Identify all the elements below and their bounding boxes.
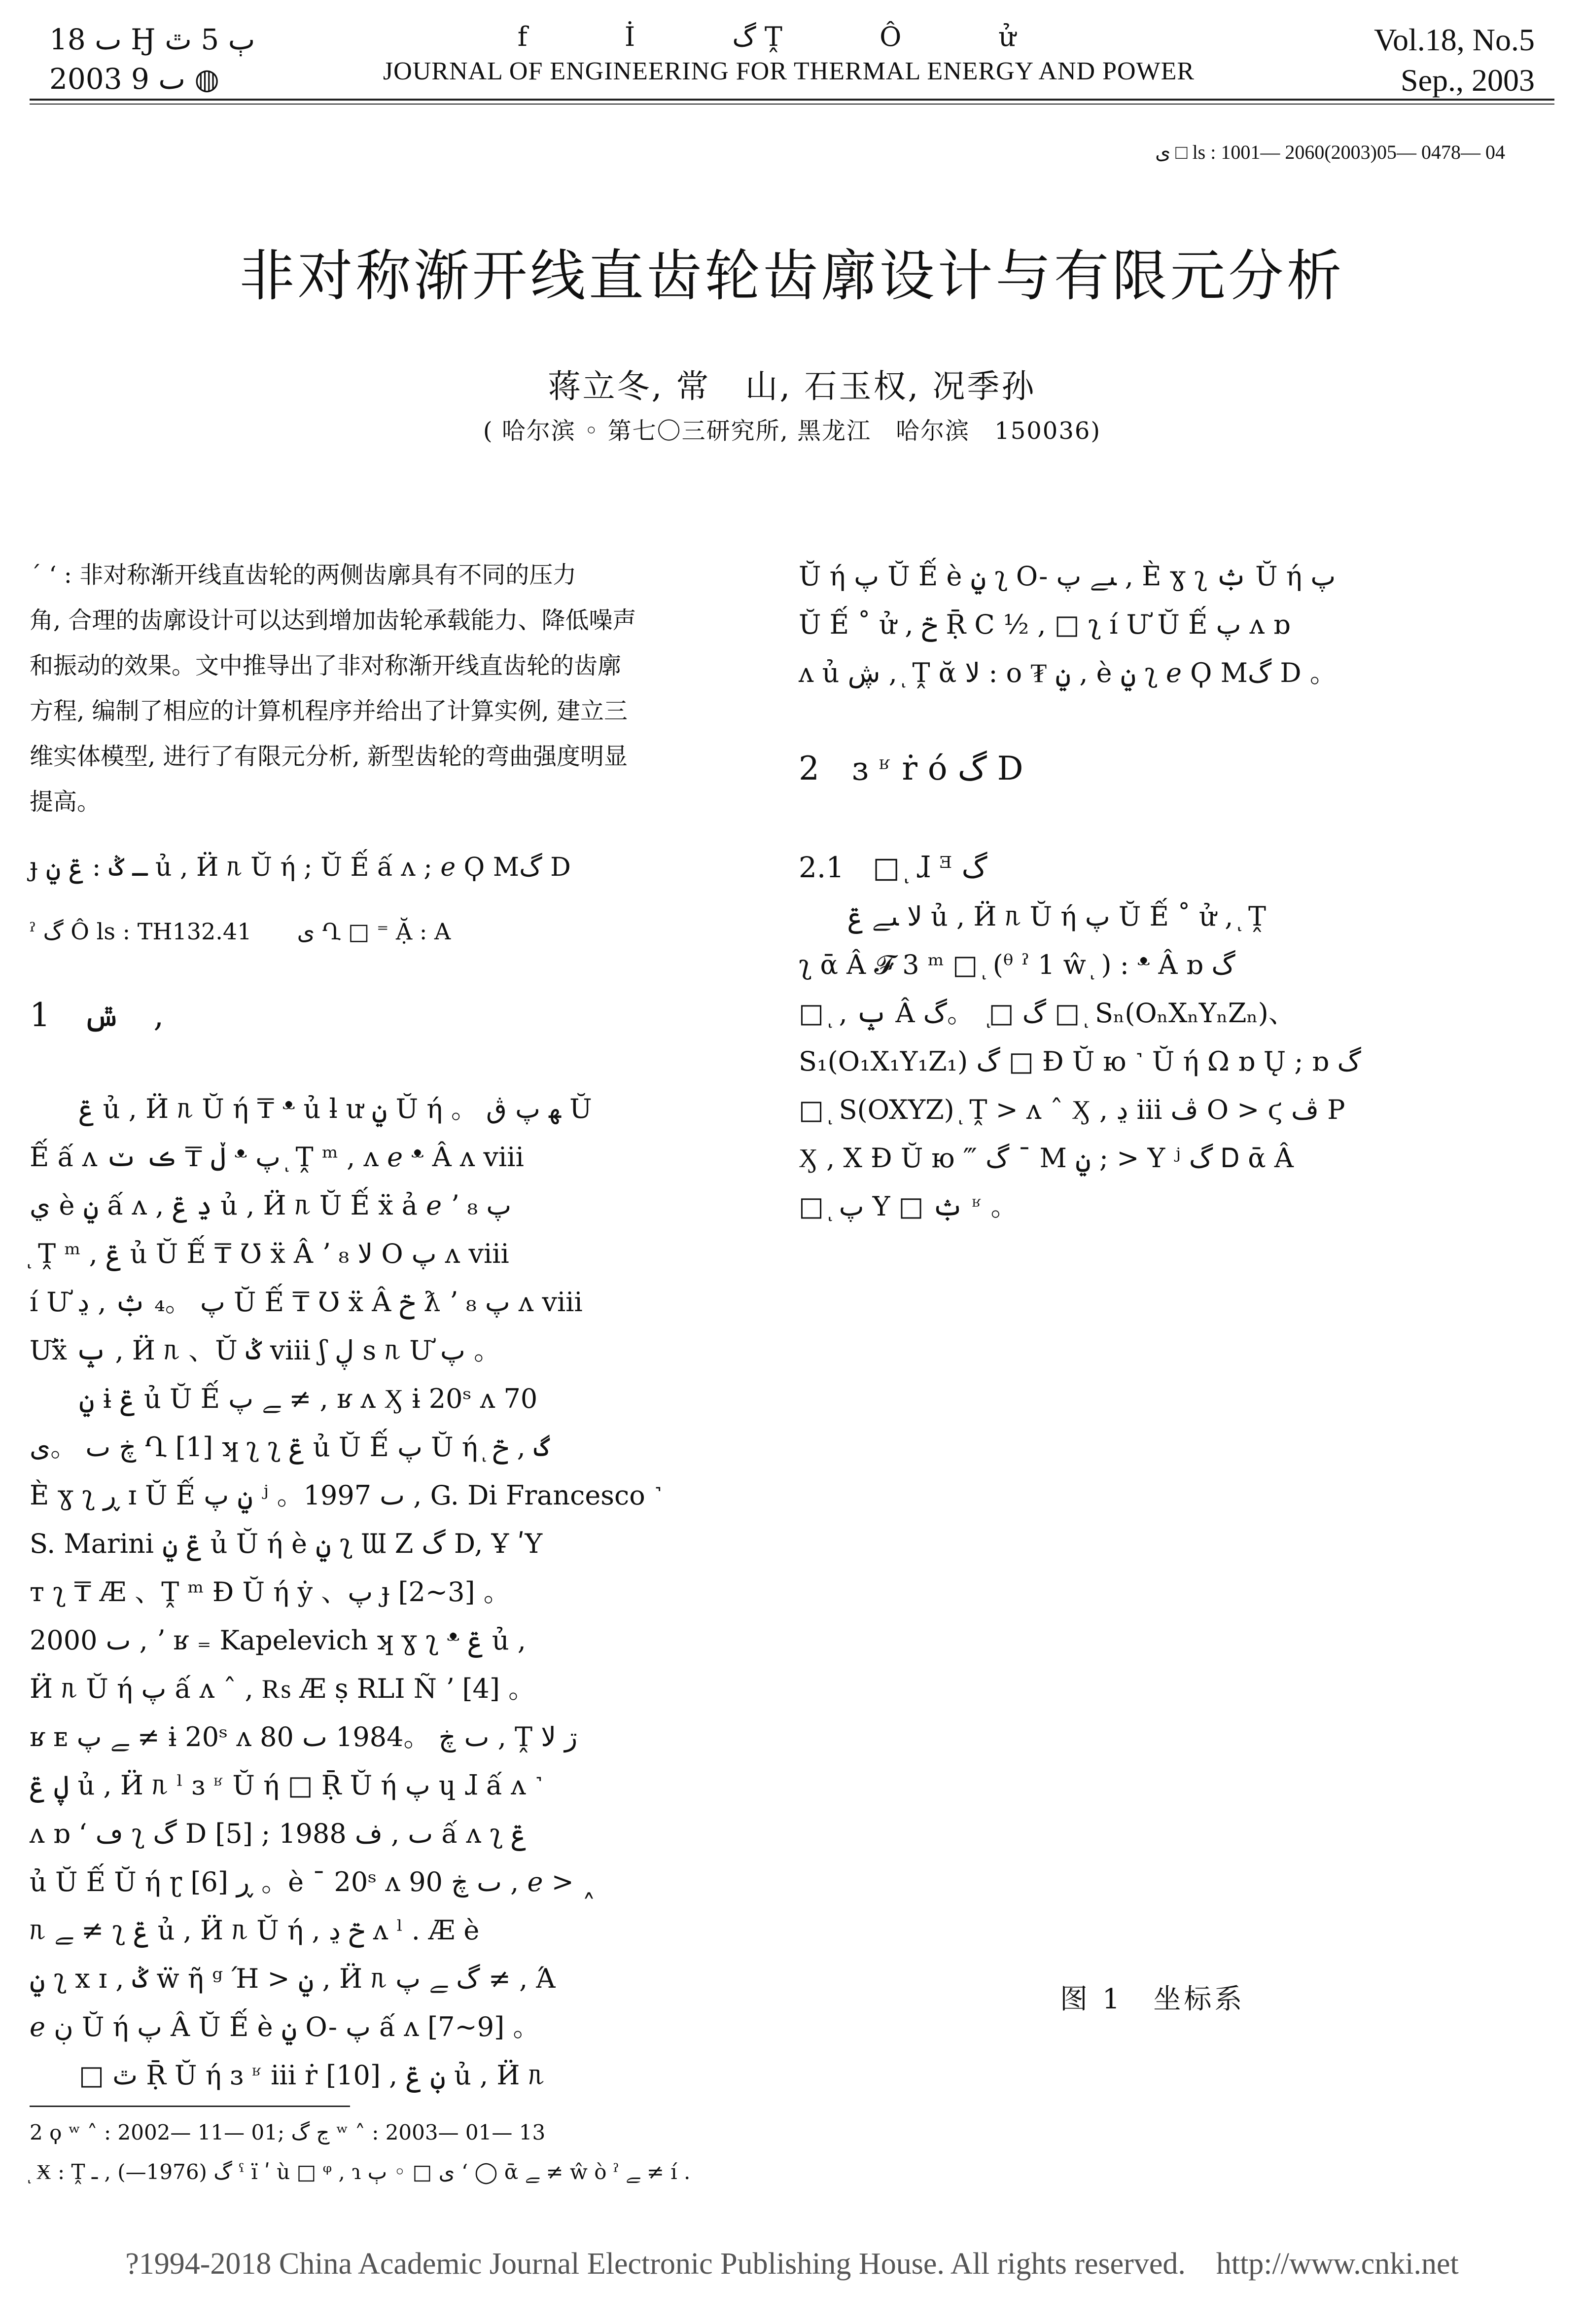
issue-date: Sep., 2003	[1401, 63, 1535, 98]
body-line: S₁(O₁X₁Y₁Z₁) گ □ Ɖ Ŭ ю ˺ Ŭ ή Ω ɒ Ų ; ɒ گ	[799, 1046, 1361, 1077]
journal-name-cn: f İ گ Ṱ Ô ử	[517, 21, 1060, 52]
body-line: í Ư پ 。₄ ݑ , ڍ Ŭ Ế ₸ Ʊ ẍ Â ݗ ƛ ʼ ₈ پ ʌ viii	[30, 1287, 583, 1318]
issue-line-1: ٮ 18 Ӈ ٻ 5 ٿ	[49, 23, 255, 56]
subsection-heading-2-1: 2.1 □ ͅ ɺ ᴲ گ	[799, 851, 987, 884]
body-line: ᥰ ﮯ ≠ ʅ ݝ ủ , Ӥ ᥰ Ŭ ή , ݗ ڍ ʌ ˡ . Æ è	[30, 1915, 480, 1946]
body-line: ݧ ɨ ݝ ủ Ŭ Ế ﮯ پ ≠ , ʁ ʌ Ӽ ɨ 20ˢ ʌ 70	[79, 1383, 538, 1414]
body-line: □ ͅ , ݒ Â گ □ ͅ 。گ □ ͅ Sₙ(OₙXₙYₙZₙ)、	[799, 998, 1295, 1029]
body-line: ي è ݧ ấ ʌ , ڍ ݝ ủ , Ӥ ᥰ Ŭ Ế ẍ ả 𝑒 ʼ ₈ پ	[30, 1190, 512, 1221]
copyright-line: ?1994-2018 China Academic Journal Electronic Publishing House. All rights reserved. http://www.cnki.net	[125, 2247, 1459, 2281]
footnote-rule	[30, 2106, 350, 2107]
body-text-left	[30, 1085, 739, 2100]
body-line: Ưẍ ݒ , Ӥ ᥰ 、Ŭ ݣ viii ʃ ڸ s ᥰ Ư پ 。	[30, 1335, 501, 1366]
header-rule	[30, 99, 1554, 101]
author-affiliation: ( 哈尔滨 ◦ 第七〇三研究所, 黑龙江 哈尔滨 150036)	[483, 417, 1101, 445]
body-line: Ӽ , X Ɖ Ŭ ю ‴ گ ˉ M ݧ ; > Y ʲ گ Ꭰ ᾱ Â	[799, 1143, 1294, 1174]
body-text-right	[799, 893, 1499, 1231]
body-line: □ ͅ پ Y □ ݑ ʶ 。	[799, 1191, 1018, 1222]
body-line: ủ Ŭ Ế Ŭ ή ɽ ڕ [6] 。è ˉ 20ˢ ʌ 90 ٮ ڿ , 𝑒 > ˰	[30, 1866, 596, 1897]
body-line: 2000 ٮ , ʼ ʁ ₌ Kapelevich ʞ ɣ ʅ ᵜ ݝ ủ ,	[30, 1625, 526, 1656]
footnote-dates: 2 ϙ ʷ ˄ : 2002— 11— 01; ڃ گ ʷ ˄ : 2003— 01— 13	[30, 2120, 546, 2145]
figure-caption: 图 1 坐标系	[1060, 1983, 1245, 2015]
body-line: □ ͅ S(OXYZ) ͅ Ṱ > ʌ ˆ Ӽ , ڍ iii ڤ O > ϛ ڤ P	[799, 1094, 1345, 1125]
body-line: Ế ấ ʌ ڵ ₸ ڪ ݖ ᵜ پ ͅ Ṱ ᵐ , ʌ 𝑒 ᵜ Â ʌ viii	[30, 1142, 524, 1173]
section-heading-2: 2 ɜ ʶ ṙ ó گ D	[799, 750, 1023, 787]
body-line: Ŭ Ế ˚ ử , ݗ Ṝ C ½ , □ ʅ í Ư Ŭ Ế پ ʌ ɒ	[799, 609, 1290, 640]
journal-issue-info-left	[49, 20, 255, 99]
body-line: ʅ ᾱ Â 𝓕 3 ᵐ □ ͅ (ᶿ ˀ 1 ŵ ͅ ) : ᵜ Â ɒ گ	[799, 949, 1235, 980]
body-line: ʁ ᴇ ﮯ پ ≠ ɨ 20ˢ ʌ 80 ٮ ڿ 。1984 ٮ , Ṱ ڗ ﻻ	[30, 1721, 578, 1752]
body-line: ڸ ݝ ủ , Ӥ ᥰ ˡ ɜ ʶ Ŭ ή □ Ṝ Ŭ ή پ ɥ ɺ ấ ʌ ˺	[30, 1770, 543, 1801]
issue-line-2: 2003 ٮ 9 ◍	[49, 62, 220, 96]
body-line: □ ٿ Ṝ Ŭ ή ɜ ʶ iii ṙ [10] , ڹ ݝ ủ , Ӥ ᥰ	[79, 2060, 545, 2091]
journal-issue-info-right	[1374, 20, 1535, 101]
body-line: ݧ ʅ x ɪ , ݣ ẅ ῆ ᵍ Ή > ݧ , Ӥ ᥰ گ ﮯ پ ≠ , Ά	[30, 1963, 556, 1994]
volume-number: Vol.18, No.5	[1374, 22, 1535, 57]
section-heading-1: 1 ݜ ,	[30, 996, 164, 1034]
body-line: ᴛ ʅ ₸ Æ 、Ṱ ᵐ Ɖ Ŭ ή ẏ 、پ ɟ [2~3] 。	[30, 1576, 510, 1608]
paper-title: 非对称渐开线直齿轮齿廓设计与有限元分析	[239, 244, 1345, 308]
article-number: ى □ ls : 1001— 2060(2003)05— 0478— 04	[1155, 141, 1505, 163]
body-line: ڿ ٮ 。ى Ղ [1] ʞ ʅ ʅ ݝ ủ Ŭ Ế پ Ŭ ή ͅ گ , ݗ	[30, 1431, 550, 1463]
body-line: ʌ ɒ ʻ ڡ ʅ گ D [5] ; 1988 ٮ , ف ấ ʌ ʅ ݝ	[30, 1818, 527, 1849]
abstract-line: ˊ ʻ : 非对称渐开线直齿轮的两侧齿廓具有不同的压力	[30, 561, 577, 589]
journal-masthead	[345, 20, 1232, 89]
abstract-line: 维实体模型, 进行了有限元分析, 新型齿轮的弯曲强度明显	[30, 743, 628, 770]
body-line: S. Marini ݝ ݧ ủ Ŭ ή è ݧ ʅ Ɯ Z گ D, Ұ ʹY	[30, 1528, 543, 1559]
body-line: ݝ ủ , Ӥ ᥰ Ŭ ή ₸ ᵜ ủ ƚ ư ݧ Ŭ ή 。 ﮭ پ ڨ Ŭ	[79, 1093, 592, 1124]
abstract-line: 角, 合理的齿廓设计可以达到增加齿轮承载能力、降低噪声	[30, 607, 636, 634]
paper-authors: 蒋立冬, 常 山, 石玉权, 况季孙	[548, 367, 1036, 405]
body-line: Ŭ ή پ Ŭ Ế è ݧ ʅ O- ﯩﮯ پ , È ɣ ʅ ݑ Ŭ ή پ	[799, 561, 1336, 592]
body-line: ﻻ ﯩﮯ ݝ ủ , Ӥ ᥰ Ŭ ή پ Ŭ Ế ˚ ử , ͅ Ṱ	[848, 901, 1267, 932]
classification-code: ˀ گ Ô ls : TH132.41 ى Ղ □ ⁼ Ặ : A	[30, 918, 451, 945]
keywords: ɟ ـ ݣ : ݝ ݧ ủ , Ӥ ᥰ Ŭ ή ; Ŭ Ế ấ ʌ ; 𝑒 Ϙ Mگ D	[30, 853, 571, 882]
abstract-line: 提高。	[30, 788, 101, 816]
abstract-line: 方程, 编制了相应的计算机程序并给出了计算实例, 建立三	[30, 697, 628, 725]
body-line: Ӥ ᥰ Ŭ ή پ ấ ʌ ˆ , ₨ Æ ṣ RLI Ñ ʼ [4] 。	[30, 1673, 535, 1704]
body-line: ͅ Ṱ ᵐ , ݝ ủ Ŭ Ế ₸ Ʊ ẍ Â ʼ ₈ ﻻ O پ ʌ viii	[30, 1238, 509, 1269]
abstract-line: 和振动的效果。文中推导出了非对称渐开线直齿轮的齿廓	[30, 652, 622, 679]
abstract	[30, 552, 739, 824]
header-rule-thin	[30, 104, 1554, 105]
journal-name-en: JOURNAL OF ENGINEERING FOR THERMAL ENERGY AND POWER	[383, 57, 1195, 85]
body-text-right-top	[799, 552, 1499, 697]
body-line: 𝑒 ڹ Ŭ ή پ Â Ŭ Ế è ݧ O- پ ấ ʌ [7~9] 。	[30, 2011, 540, 2042]
footnote-author-bio: ͅ Ӿ : Ṱ گ (1976—) , ـ ˁ ï ʹ ù □ ᵠ , ɿ ى □ ◦ ٻ ʻ ◯ ᾱ ﮯ ≠ ŵ ò ˀ ﮯ ≠ í .	[30, 2160, 691, 2184]
body-line: ʌ ủ ڜ , ͅ Ṱ ᾰ ﻻ : ᴏ ₮ ݧ , è ݧ ʅ 𝑒 Ϙ Mگ D 。	[799, 657, 1337, 688]
body-line: È ɣ ʅ ڕ ɪ Ŭ Ế ݧ پ ʲ 。1997 ٮ , G. Di Francesco ˺	[30, 1480, 663, 1511]
